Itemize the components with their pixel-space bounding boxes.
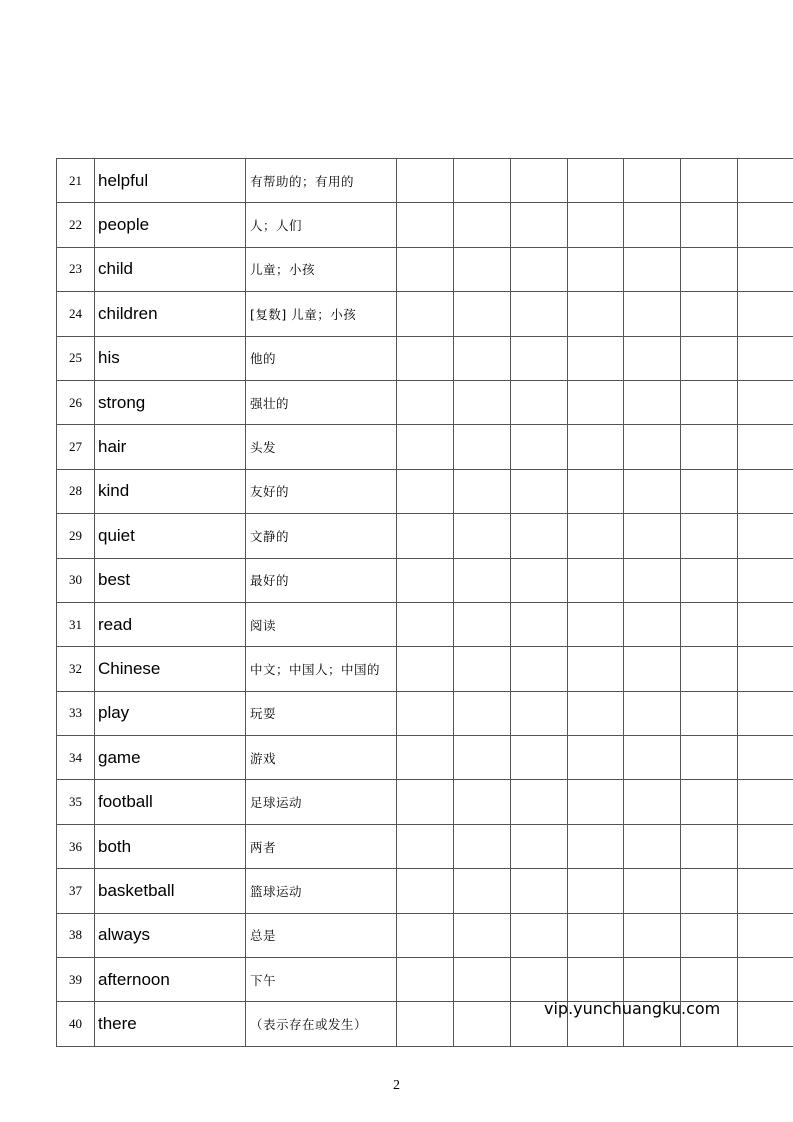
table-row [57,425,793,469]
chinese-meaning: 阅读 [246,602,397,646]
practice-cell[interactable] [624,203,681,247]
english-word: football [95,780,246,824]
table-row [57,602,793,646]
practice-cell[interactable] [738,514,793,558]
practice-cell[interactable] [568,691,624,735]
row-number: 22 [57,203,95,247]
english-word: read [95,602,246,646]
practice-cell[interactable] [624,647,681,691]
practice-cell[interactable] [738,780,793,824]
table-row [57,247,793,291]
practice-cell[interactable] [568,203,624,247]
practice-cell[interactable] [397,913,454,957]
table-row [57,292,793,336]
practice-cell[interactable] [397,159,454,203]
practice-cell[interactable] [511,647,568,691]
practice-cell[interactable] [624,159,681,203]
row-number: 40 [57,1002,95,1046]
practice-cell[interactable] [738,469,793,513]
practice-cell[interactable] [738,292,793,336]
practice-cell[interactable] [454,247,511,291]
practice-cell[interactable] [511,869,568,913]
practice-cell[interactable] [681,159,738,203]
row-number: 23 [57,247,95,291]
practice-cell[interactable] [511,425,568,469]
practice-cell[interactable] [624,691,681,735]
practice-cell[interactable] [397,336,454,380]
practice-cell[interactable] [454,514,511,558]
practice-cell[interactable] [568,736,624,780]
table-row [57,824,793,868]
english-word: Chinese [95,647,246,691]
practice-cell[interactable] [738,602,793,646]
chinese-meaning: 玩耍 [246,691,397,735]
practice-cell[interactable] [397,247,454,291]
english-word: children [95,292,246,336]
practice-cell[interactable] [738,647,793,691]
practice-cell[interactable] [681,469,738,513]
practice-cell[interactable] [568,425,624,469]
practice-cell[interactable] [624,602,681,646]
practice-cell[interactable] [397,514,454,558]
table-row [57,469,793,513]
practice-cell[interactable] [738,380,793,424]
practice-cell[interactable] [738,247,793,291]
english-word: there [95,1002,246,1046]
row-number: 37 [57,869,95,913]
practice-cell[interactable] [568,647,624,691]
table-row [57,913,793,957]
chinese-meaning: 下午 [246,958,397,1002]
row-number: 26 [57,380,95,424]
practice-cell[interactable] [454,602,511,646]
practice-cell[interactable] [511,736,568,780]
practice-cell[interactable] [568,292,624,336]
row-number: 33 [57,691,95,735]
chinese-meaning: 中文；中国人；中国的 [246,647,397,691]
chinese-meaning: 篮球运动 [246,869,397,913]
practice-cell[interactable] [681,913,738,957]
practice-cell[interactable] [738,159,793,203]
practice-cell[interactable] [511,380,568,424]
practice-cell[interactable] [681,647,738,691]
practice-cell[interactable] [397,1002,454,1046]
row-number: 36 [57,824,95,868]
row-number: 31 [57,602,95,646]
practice-cell[interactable] [511,913,568,957]
practice-cell[interactable] [738,203,793,247]
practice-cell[interactable] [738,1002,793,1046]
row-number: 25 [57,336,95,380]
english-word: afternoon [95,958,246,1002]
practice-cell[interactable] [454,691,511,735]
practice-cell[interactable] [738,913,793,957]
watermark-text: vip.yunchuangku.com [544,999,721,1018]
table-row [57,514,793,558]
practice-cell[interactable] [568,380,624,424]
practice-cell[interactable] [511,514,568,558]
english-word: people [95,203,246,247]
practice-cell[interactable] [681,558,738,602]
practice-cell[interactable] [511,469,568,513]
practice-cell[interactable] [568,159,624,203]
practice-cell[interactable] [738,425,793,469]
english-word: basketball [95,869,246,913]
practice-cell[interactable] [681,602,738,646]
practice-cell[interactable] [568,558,624,602]
practice-cell[interactable] [738,558,793,602]
practice-cell[interactable] [568,469,624,513]
practice-cell[interactable] [624,736,681,780]
practice-cell[interactable] [681,691,738,735]
practice-cell[interactable] [511,958,568,1002]
practice-cell[interactable] [397,691,454,735]
practice-cell[interactable] [681,292,738,336]
chinese-meaning: 总是 [246,913,397,957]
table-row [57,203,793,247]
practice-cell[interactable] [511,780,568,824]
practice-cell[interactable] [624,514,681,558]
table-row [57,869,793,913]
english-word: child [95,247,246,291]
practice-cell[interactable] [454,824,511,868]
practice-cell[interactable] [568,958,624,1002]
practice-cell[interactable] [454,469,511,513]
english-word: his [95,336,246,380]
practice-cell[interactable] [454,159,511,203]
table-row [57,159,793,203]
chinese-meaning: 友好的 [246,469,397,513]
practice-cell[interactable] [738,869,793,913]
practice-cell[interactable] [738,736,793,780]
row-number: 35 [57,780,95,824]
practice-cell[interactable] [454,913,511,957]
practice-cell[interactable] [511,159,568,203]
practice-cell[interactable] [681,514,738,558]
practice-cell[interactable] [568,247,624,291]
practice-cell[interactable] [454,425,511,469]
practice-cell[interactable] [454,780,511,824]
row-number: 28 [57,469,95,513]
practice-cell[interactable] [511,824,568,868]
practice-cell[interactable] [568,336,624,380]
practice-cell[interactable] [397,380,454,424]
chinese-meaning: （表示存在或发生） [246,1002,397,1046]
chinese-meaning: 儿童；小孩 [246,247,397,291]
vocabulary-table [56,158,793,1047]
practice-cell[interactable] [511,203,568,247]
practice-cell[interactable] [397,602,454,646]
practice-cell[interactable] [511,292,568,336]
practice-cell[interactable] [511,247,568,291]
row-number: 29 [57,514,95,558]
english-word: game [95,736,246,780]
practice-cell[interactable] [511,691,568,735]
chinese-meaning: 足球运动 [246,780,397,824]
table-row [57,691,793,735]
practice-cell[interactable] [454,336,511,380]
practice-cell[interactable] [568,824,624,868]
practice-cell[interactable] [397,736,454,780]
practice-cell[interactable] [738,691,793,735]
practice-cell[interactable] [681,869,738,913]
practice-cell[interactable] [624,336,681,380]
practice-cell[interactable] [454,736,511,780]
practice-cell[interactable] [397,469,454,513]
table-row [57,958,793,1002]
chinese-meaning: [复数] 儿童；小孩 [246,292,397,336]
practice-cell[interactable] [454,292,511,336]
practice-cell[interactable] [397,292,454,336]
english-word: helpful [95,159,246,203]
row-number: 24 [57,292,95,336]
practice-cell[interactable] [397,203,454,247]
english-word: strong [95,380,246,424]
page-number: 2 [393,1078,400,1093]
practice-cell[interactable] [624,558,681,602]
practice-cell[interactable] [397,425,454,469]
practice-cell[interactable] [454,647,511,691]
practice-cell[interactable] [681,336,738,380]
practice-cell[interactable] [681,824,738,868]
practice-cell[interactable] [681,780,738,824]
practice-cell[interactable] [454,869,511,913]
practice-cell[interactable] [681,380,738,424]
practice-cell[interactable] [624,425,681,469]
practice-cell[interactable] [454,958,511,1002]
english-word: kind [95,469,246,513]
practice-cell[interactable] [624,380,681,424]
row-number: 32 [57,647,95,691]
english-word: both [95,824,246,868]
table-row [57,780,793,824]
practice-cell[interactable] [397,869,454,913]
practice-cell[interactable] [624,292,681,336]
practice-cell[interactable] [511,558,568,602]
chinese-meaning: 两者 [246,824,397,868]
practice-cell[interactable] [397,824,454,868]
practice-cell[interactable] [681,203,738,247]
table-row [57,736,793,780]
english-word: hair [95,425,246,469]
english-word: always [95,913,246,957]
english-word: play [95,691,246,735]
row-number: 21 [57,159,95,203]
chinese-meaning: 强壮的 [246,380,397,424]
practice-cell[interactable] [454,203,511,247]
practice-cell[interactable] [397,647,454,691]
practice-cell[interactable] [624,869,681,913]
practice-cell[interactable] [568,780,624,824]
practice-cell[interactable] [397,958,454,1002]
practice-cell[interactable] [454,1002,511,1046]
table-row [57,647,793,691]
table-row [57,380,793,424]
practice-cell[interactable] [738,958,793,1002]
english-word: quiet [95,514,246,558]
practice-cell[interactable] [568,602,624,646]
row-number: 39 [57,958,95,1002]
practice-cell[interactable] [624,913,681,957]
chinese-meaning: 最好的 [246,558,397,602]
chinese-meaning: 人；人们 [246,203,397,247]
practice-cell[interactable] [511,336,568,380]
vocabulary-table-body [57,159,793,1047]
practice-cell[interactable] [681,247,738,291]
row-number: 34 [57,736,95,780]
practice-cell[interactable] [511,602,568,646]
table-row [57,336,793,380]
practice-cell[interactable] [568,913,624,957]
chinese-meaning: 头发 [246,425,397,469]
practice-cell[interactable] [454,380,511,424]
practice-cell[interactable] [397,780,454,824]
practice-cell[interactable] [624,247,681,291]
practice-cell[interactable] [681,736,738,780]
english-word: best [95,558,246,602]
row-number: 30 [57,558,95,602]
practice-cell[interactable] [624,824,681,868]
practice-cell[interactable] [568,514,624,558]
practice-cell[interactable] [681,958,738,1002]
chinese-meaning: 他的 [246,336,397,380]
practice-cell[interactable] [624,958,681,1002]
practice-cell[interactable] [568,869,624,913]
practice-cell[interactable] [624,780,681,824]
practice-cell[interactable] [624,469,681,513]
row-number: 27 [57,425,95,469]
practice-cell[interactable] [738,824,793,868]
practice-cell[interactable] [397,558,454,602]
chinese-meaning: 游戏 [246,736,397,780]
row-number: 38 [57,913,95,957]
chinese-meaning: 有帮助的；有用的 [246,159,397,203]
practice-cell[interactable] [681,425,738,469]
practice-cell[interactable] [454,558,511,602]
table-row [57,558,793,602]
practice-cell[interactable] [738,336,793,380]
chinese-meaning: 文静的 [246,514,397,558]
